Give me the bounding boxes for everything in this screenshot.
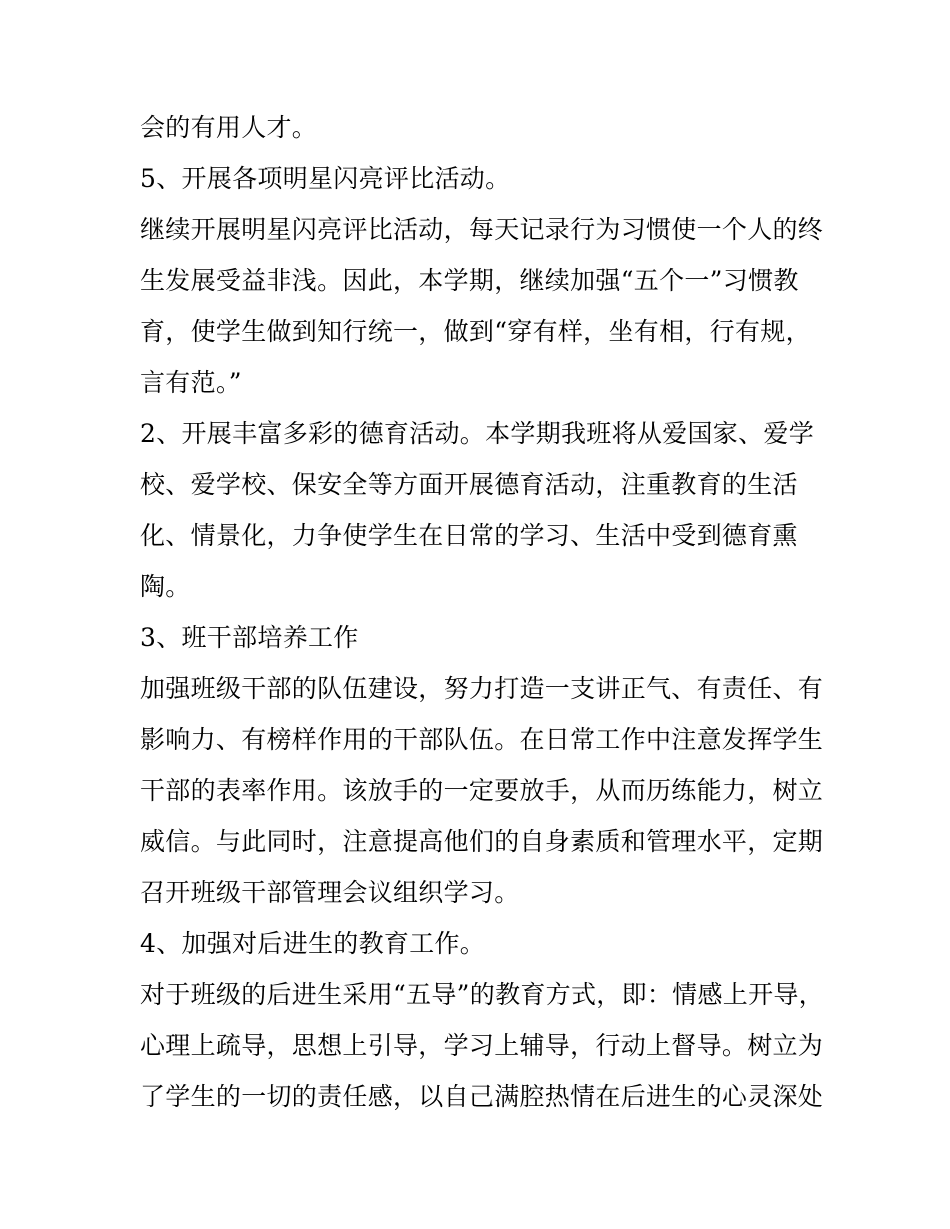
text-line: 生发展受益非浅。因此，本学期，继续加强“五个一”习惯教: [140, 266, 799, 295]
text-line: 影响力、有榜样作用的干部队伍。在日常工作中注意发挥学生: [140, 725, 824, 754]
text-line: 了学生的一切的责任感，以自己满腔热情在后进生的心灵深处: [140, 1082, 824, 1111]
text-line: 干部的表率作用。该放手的一定要放手，从而历练能力，树立: [140, 776, 824, 805]
section-heading-4: 4、加强对后进生的教育工作。: [140, 929, 486, 958]
text-line: 威信。与此同时，注意提高他们的自身素质和管理水平，定期: [140, 827, 824, 856]
text-line: 育，使学生做到知行统一，做到“穿有样，坐有相，行有规，: [140, 317, 811, 346]
text-line: 会的有用人才。: [140, 113, 318, 142]
section-heading-5: 5、开展各项明星闪亮评比活动。: [140, 164, 511, 193]
text-line: 化、情景化，力争使学生在日常的学习、生活中受到德育熏: [140, 521, 798, 550]
text-line: 继续开展明星闪亮评比活动，每天记录行为习惯使一个人的终: [140, 215, 824, 244]
text-line: 言有范。”: [140, 368, 242, 397]
text-line: 校、爱学校、保安全等方面开展德育活动，注重教育的生活: [140, 470, 798, 499]
text-line: 心理上疏导，思想上引导，学习上辅导，行动上督导。树立为: [140, 1031, 824, 1060]
text-line: 加强班级干部的队伍建设，努力打造一支讲正气、有责任、有: [140, 674, 824, 703]
text-line: 召开班级干部管理会议组织学习。: [140, 878, 520, 907]
section-heading-2: 2、开展丰富多彩的德育活动。本学期我班将从爱国家、爱学: [140, 419, 815, 448]
text-line: 陶。: [140, 572, 191, 601]
section-heading-3: 3、班干部培养工作: [140, 623, 359, 652]
text-line: 对于班级的后进生采用“五导”的教育方式，即：情感上开导，: [140, 980, 824, 1009]
